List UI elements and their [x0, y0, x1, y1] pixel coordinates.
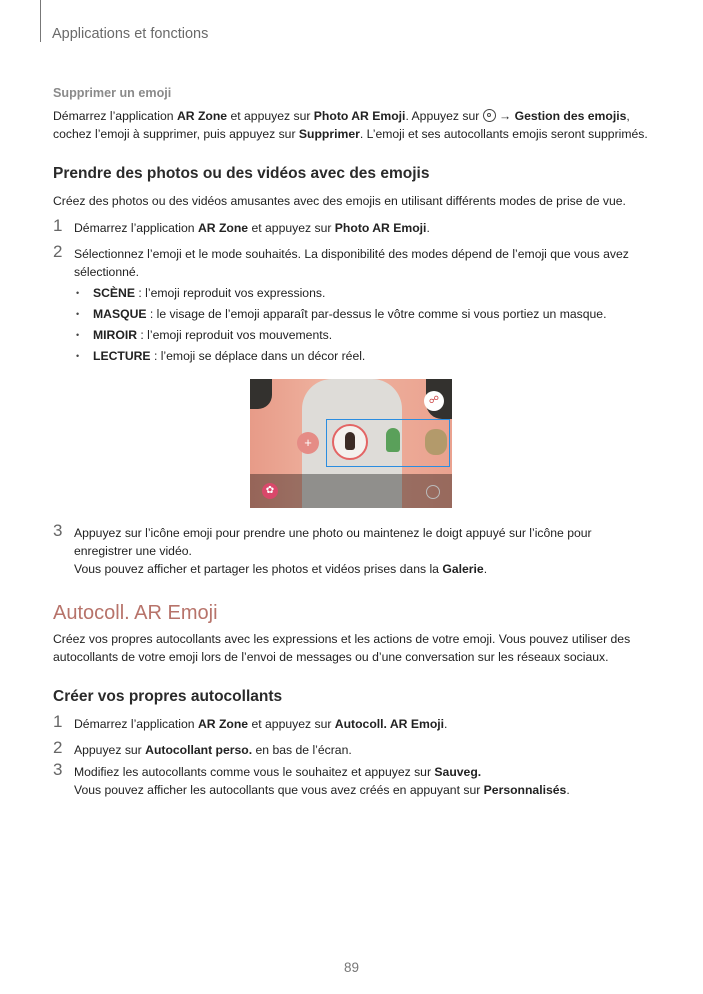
page-header: Applications et fonctions	[52, 26, 209, 42]
mode-item-lecture: • LECTURE : l’emoji se déplace dans un décor réel.	[74, 347, 653, 365]
selection-highlight	[326, 419, 450, 467]
ar-emoji-camera-screenshot	[250, 379, 452, 508]
margin-line	[40, 0, 41, 42]
delete-emoji-heading: Supprimer un emoji	[53, 86, 172, 100]
shirt-icon: ☍	[424, 391, 444, 411]
photo-step-3: 3 Appuyez sur l’icône emoji pour prendre une photo ou maintenez le doigt appuyé sur l’icône pour enregistrer une vidéo. Vous pouvez afficher et partager les photos et vidéos prises dans la Galerie.	[53, 521, 592, 576]
photo-step-2: 2 Sélectionnez l’emoji et le mode souhaités. La disponibilité des modes dépend de l’emoji que vous avez sélectionné.	[53, 242, 629, 279]
camera-bottom-bar	[250, 474, 452, 508]
photo-section-intro: Créez des photos ou des vidéos amusantes avec des emojis en utilisant différents modes de prise de vue.	[53, 194, 626, 208]
step-number: 3	[53, 760, 63, 779]
settings-gear-icon	[483, 109, 496, 122]
step-number: 3	[53, 521, 63, 540]
create-stickers-heading: Créer vos propres autocollants	[53, 688, 283, 705]
page-content	[53, 84, 653, 799]
mode-item-miroir: • MIROIR : l’emoji reproduit vos mouvements.	[74, 326, 653, 344]
switch-camera-icon	[426, 485, 440, 499]
photo-step-1: 1 Démarrez l’application AR Zone et appuyez sur Photo AR Emoji.	[53, 216, 430, 235]
sticker-section-title: Autocoll. AR Emoji	[53, 602, 218, 624]
mode-list	[74, 284, 653, 365]
step-number: 2	[53, 738, 63, 757]
sticker-step-1: 1 Démarrez l’application AR Zone et appuyez sur Autocoll. AR Emoji.	[53, 712, 448, 731]
step-number: 2	[53, 242, 63, 261]
step-number: 1	[53, 216, 63, 235]
sticker-section-intro: Créez vos propres autocollants avec les expressions et les actions de votre emoji. Vous pouvez utiliser des autocollants de votre emoji lors de l’envoi de messages ou d’une conversation sur les réseaux sociaux.	[53, 632, 631, 664]
hair-left	[250, 379, 272, 409]
photo-section-heading: Prendre des photos ou des vidéos avec des emojis	[53, 165, 430, 182]
add-emoji-icon: +	[297, 432, 319, 454]
sticker-step-3: 3 Modifiez les autocollants comme vous le souhaitez et appuyez sur Sauveg. Vous pouvez afficher les autocollants que vous avez créés en appuyant sur Personnalisés.	[53, 760, 570, 797]
sticker-step-2: 2 Appuyez sur Autocollant perso. en bas de l’écran.	[53, 738, 352, 757]
delete-emoji-text: Démarrez l’application AR Zone et appuyez sur Photo AR Emoji. Appuyez sur → Gestion des emojis, cochez l’emoji à supprimer, puis appuyez sur Supprimer. L’emoji et ses autocollants emojis seront supprimés.	[53, 109, 648, 141]
mode-item-masque: • MASQUE : le visage de l’emoji apparaît par-dessus le vôtre comme si vous portiez un masque.	[74, 305, 653, 323]
flower-icon: ✿	[262, 483, 278, 499]
page-number: 89	[343, 960, 360, 975]
step-number: 1	[53, 712, 63, 731]
mode-item-scene: • SCÈNE : l’emoji reproduit vos expressions.	[74, 284, 653, 302]
